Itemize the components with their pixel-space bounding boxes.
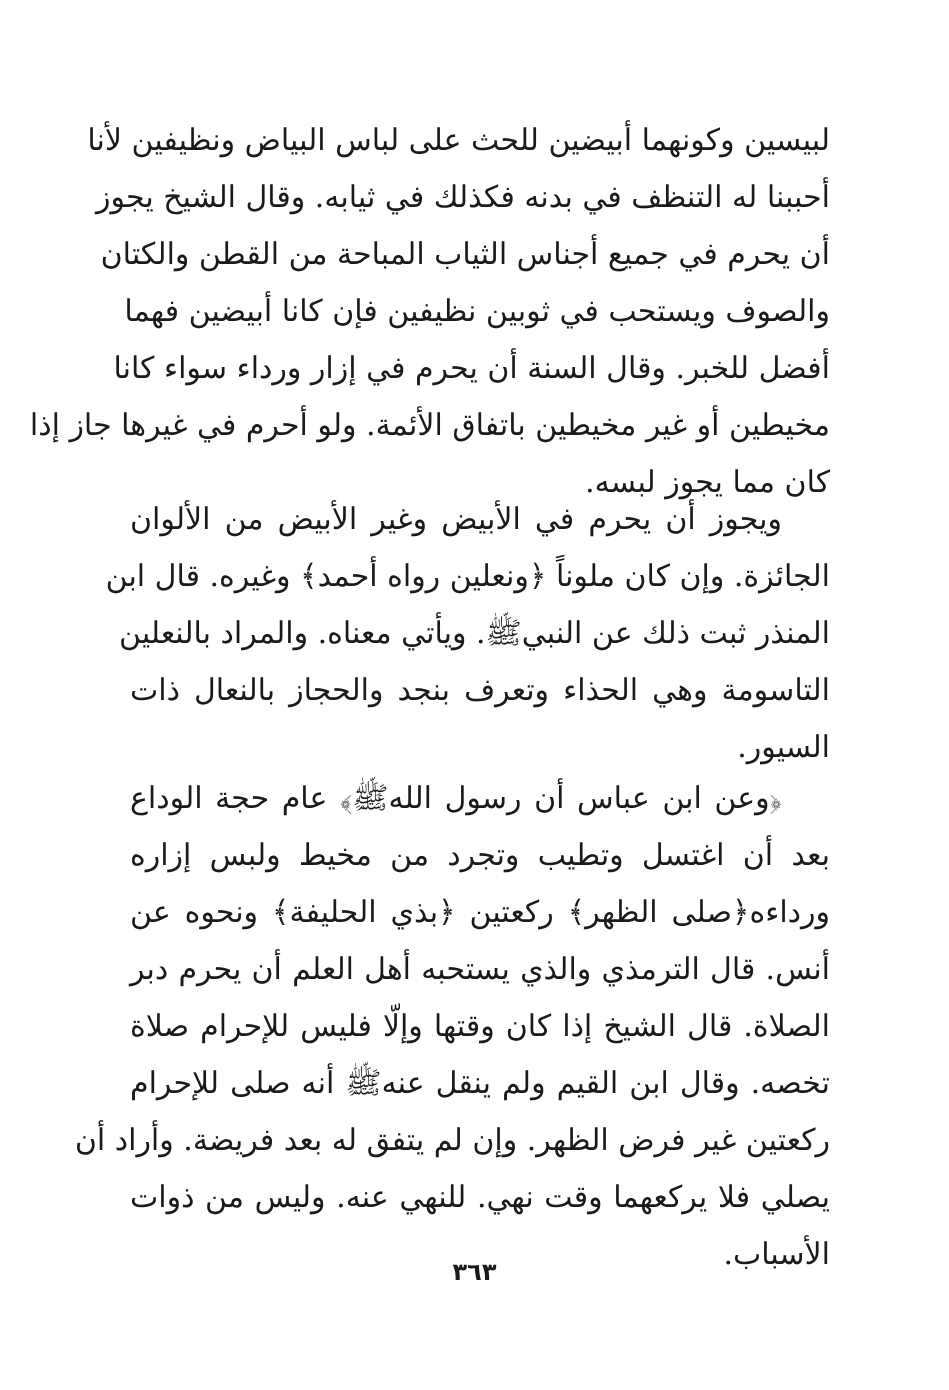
paragraph-line: الصلاة. قال الشيخ إذا كان وقتها وإلّا فليس للإحرام صلاة xyxy=(130,1009,830,1044)
paragraph-line: مخيطين أو غير مخيطين باتفاق الأئمة. ولو أحرم في غيرها جاز إذا xyxy=(29,408,830,443)
paragraph-1 xyxy=(29,112,830,511)
paragraph-line: والصوف ويستحب في ثوبين نظيفين فإن كانا أبيضين فهما xyxy=(124,294,830,329)
page-number: ٣٦٣ xyxy=(452,1258,497,1286)
paragraph-line: الأسباب. xyxy=(723,1237,830,1272)
paragraph-line: ورداءه﴿صلى الظهر﴾ ركعتين ﴿بذي الحليفة﴾ ونحوه عن xyxy=(130,895,830,930)
paragraph-line: أحببنا له التنظف في بدنه فكذلك في ثيابه. وقال الشيخ يجوز xyxy=(96,180,830,215)
paragraph-line: الجائزة. وإن كان ملوناً ﴿ونعلين رواه أحمد﴾ وغيره. قال ابن xyxy=(105,559,830,594)
paragraph-line: يصلي فلا يركعهما وقت نهي. للنهي عنه. وليس من ذوات xyxy=(130,1180,830,1215)
paragraph-line: أن يحرم في جميع أجناس الثياب المباحة من القطن والكتان xyxy=(100,237,830,272)
paragraph-line: تخصه. وقال ابن القيم ولم ينقل عنهﷺ أنه صلى للإحرام xyxy=(130,1066,830,1101)
paragraph-3 xyxy=(74,770,830,1283)
paragraph-line: ﴿وعن ابن عباس أن رسول اللهﷺ﴾ عام حجة الوداع xyxy=(130,781,782,816)
paragraph-line: المنذر ثبت ذلك عن النبيﷺ. ويأتي معناه. والمراد بالنعلين xyxy=(119,616,830,651)
paragraph-line: أفضل للخبر. وقال السنة أن يحرم في إزار ورداء سواء كانا xyxy=(113,351,830,386)
paragraph-line: بعد أن اغتسل وتطيب وتجرد من مخيط ولبس إزاره xyxy=(130,838,830,873)
paragraph-line: كان مما يجوز لبسه. xyxy=(585,465,830,500)
paragraph-2 xyxy=(105,491,830,776)
paragraph-line: أنس. قال الترمذي والذي يستحبه أهل العلم أن يحرم دبر xyxy=(130,952,830,987)
paragraph-line: ويجوز أن يحرم في الأبيض وغير الأبيض من الألوان xyxy=(130,502,782,537)
paragraph-line: السيور. xyxy=(737,730,830,765)
paragraph-line: التاسومة وهي الحذاء وتعرف بنجد والحجاز بالنعال ذات xyxy=(130,673,830,708)
paragraph-line: لبيسين وكونهما أبيضين للحث على لباس البياض ونظيفين لأنا xyxy=(87,123,830,158)
paragraph-line: ركعتين غير فرض الظهر. وإن لم يتفق له بعد فريضة. وأراد أن xyxy=(74,1123,830,1158)
